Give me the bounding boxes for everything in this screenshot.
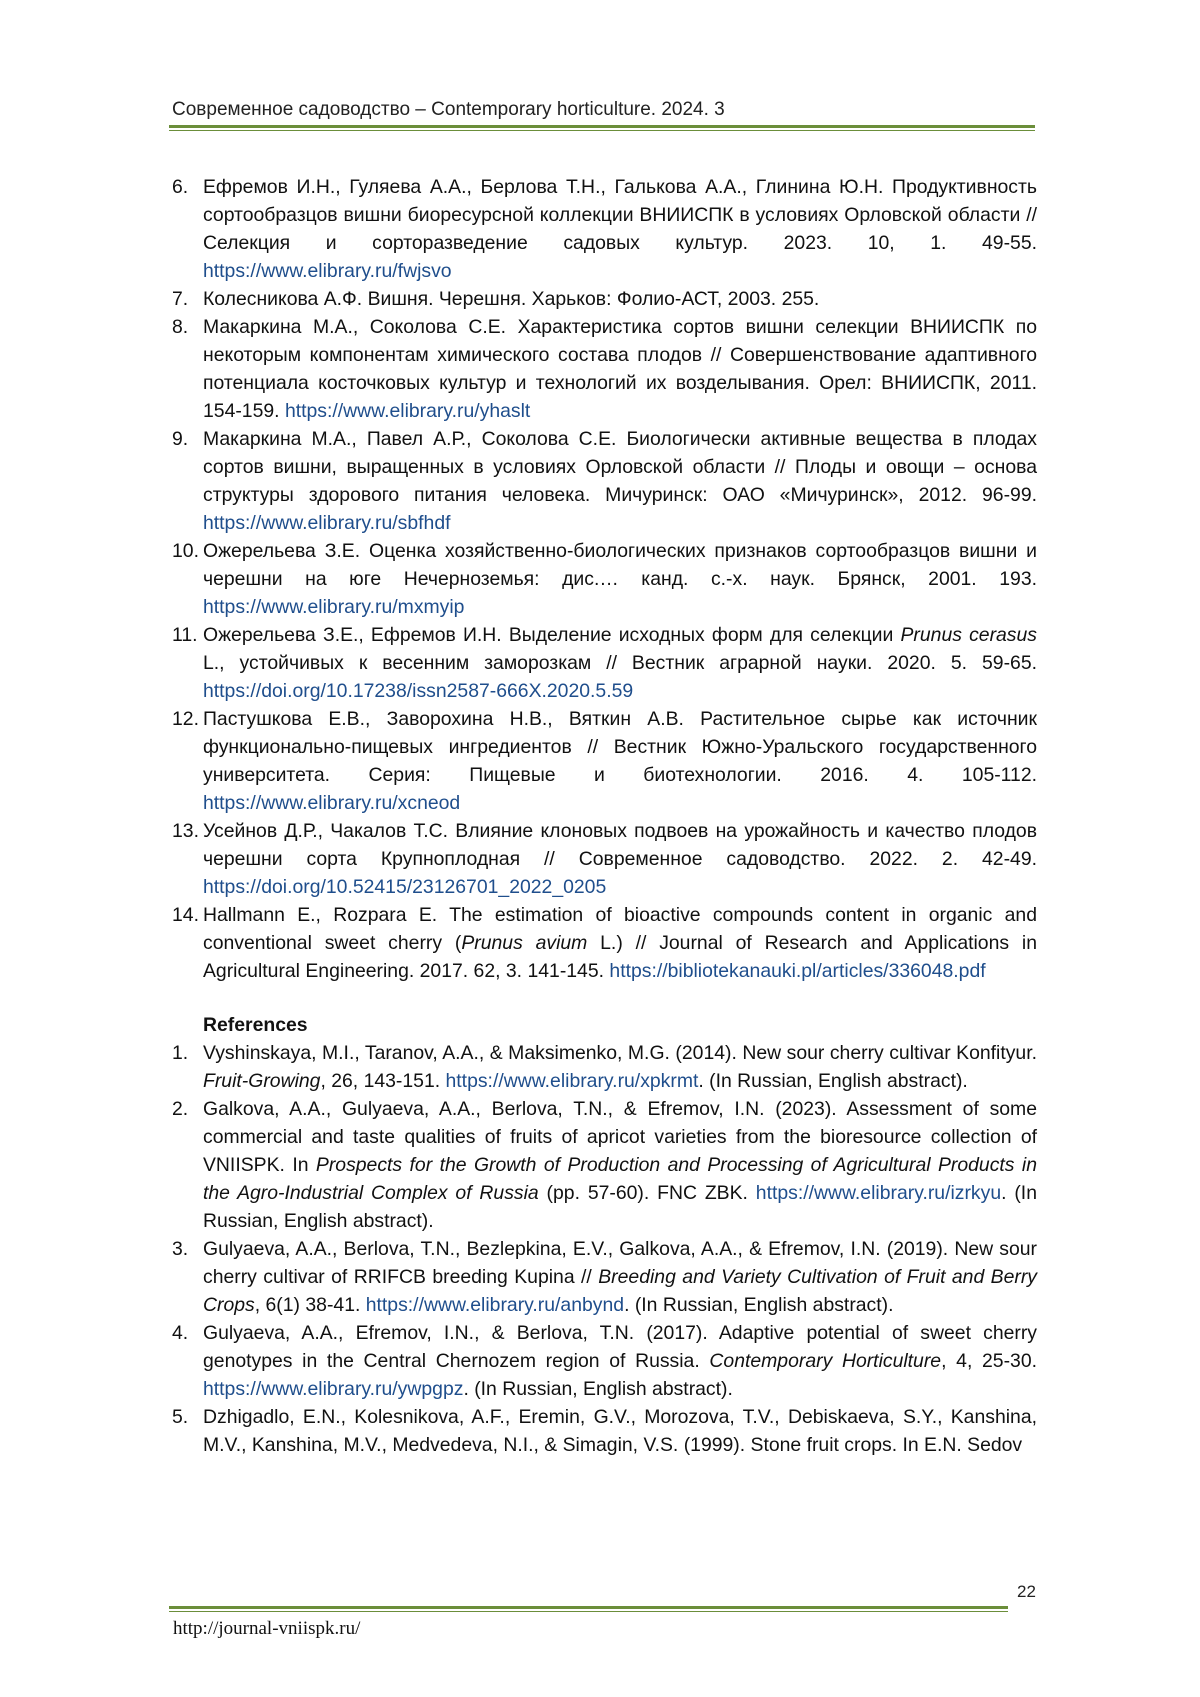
- ref-text: , 26, 143-151.: [320, 1070, 445, 1092]
- ref-number: 13.: [172, 817, 203, 901]
- header-rule: [169, 125, 1035, 128]
- ref-text: . (In Russian, English abstract).: [463, 1378, 732, 1400]
- ref-text: Пастушкова Е.В., Заворохина Н.В., Вяткин А.В. Растительное сырье как источник функционально-пищевых ингредиентов // Вестник Южно-Уральского государственного университета. Серия: Пищевые и биотехнологии. 2016. 4. 105-112.: [203, 708, 1037, 786]
- ref-en-1: [172, 1039, 1037, 1095]
- ref-link[interactable]: https://www.elibrary.ru/xpkrmt: [446, 1070, 699, 1092]
- ref-en-2: [172, 1095, 1037, 1235]
- ref-text: L., устойчивых к весенним заморозкам // Вестник аграрной науки. 2020. 5. 59-65.: [203, 652, 1037, 674]
- ref-ru-11: [172, 621, 1037, 705]
- references-list: [172, 173, 1037, 1459]
- ref-en-4: [172, 1319, 1037, 1403]
- ref-text: Hallmann E., Rozpara E. The estimation of bioactive compounds content in organic and conventional sweet cherry (: [203, 904, 1037, 954]
- ref-link[interactable]: https://www.elibrary.ru/ywpgpz: [203, 1378, 463, 1400]
- header-rule-thin: [169, 130, 1035, 131]
- footer-rule-thin: [169, 1611, 1008, 1612]
- ref-text: Макаркина М.А., Соколова С.Е. Характеристика сортов вишни селекции ВНИИСПК по некоторым компонентам химического состава плодов // Совершенствование адаптивного потенциала косточковых культур и технологий их возделывания. Орел: ВНИИСПК, 2011. 154-159.: [203, 316, 1037, 422]
- ref-number: 10.: [172, 537, 203, 621]
- references-heading: References: [172, 1011, 1037, 1039]
- ref-text: L.) // Journal of Research and Applications in Agricultural Engineering. 2017. 62, 3. 141-145.: [203, 932, 1037, 982]
- ref-text: . (In Russian, English abstract).: [698, 1070, 967, 1092]
- ref-text: Gulyaeva, A.A., Efremov, I.N., & Berlova, T.N. (2017). Adaptive potential of sweet cherry genotypes in the Central Chernozem region of Russia.: [203, 1322, 1037, 1372]
- ref-link[interactable]: https://www.elibrary.ru/anbynd: [366, 1294, 624, 1316]
- ref-en-3: [172, 1235, 1037, 1319]
- ref-text: Gulyaeva, A.A., Berlova, T.N., Bezlepkina, E.V., Galkova, A.A., & Efremov, I.N. (2019). New sour cherry cultivar of RRIFCB breeding Kupina //: [203, 1238, 1037, 1288]
- ref-text: Макаркина М.А., Павел А.Р., Соколова С.Е. Биологически активные вещества в плодах сортов вишни, выращенных в условиях Орловской области // Плоды и овощи – основа структуры здорового питания человека. Мичуринск: ОАО «Мичуринск», 2012. 96-99.: [203, 428, 1037, 506]
- ref-link[interactable]: https://www.elibrary.ru/yhaslt: [285, 400, 530, 422]
- footer-rule: [169, 1606, 1008, 1609]
- ref-text: (pp. 57-60). FNC ZBK.: [539, 1182, 756, 1204]
- ref-text: Vyshinskaya, M.I., Taranov, A.A., & Maksimenko, M.G. (2014). New sour cherry cultivar Konfityur.: [203, 1042, 1037, 1064]
- ref-ru-14: [172, 901, 1037, 985]
- ref-ru-6: [172, 173, 1037, 285]
- ref-number: 1.: [172, 1039, 203, 1095]
- ref-en-5: [172, 1403, 1037, 1459]
- ref-ru-9: [172, 425, 1037, 537]
- ref-link[interactable]: https://www.elibrary.ru/fwjsvo: [203, 260, 452, 282]
- footer-url[interactable]: http://journal-vniispk.ru/: [173, 1618, 360, 1640]
- ref-link[interactable]: https://www.elibrary.ru/sbfhdf: [203, 512, 451, 534]
- ref-number: 12.: [172, 705, 203, 817]
- ref-number: 11.: [172, 621, 203, 705]
- ref-link[interactable]: https://bibliotekanauki.pl/articles/336048.pdf: [609, 960, 985, 982]
- ref-ru-7: [172, 285, 1037, 313]
- ref-text: Dzhigadlo, E.N., Kolesnikova, A.F., Eremin, G.V., Morozova, T.V., Debiskaeva, S.Y., Kanshina, M.V., Kanshina, M.V., Medvedeva, N.I., & Simagin, V.S. (1999). Stone fruit crops. In E.N. Sedov: [203, 1403, 1037, 1459]
- ref-link[interactable]: https://www.elibrary.ru/izrkyu: [756, 1182, 1001, 1204]
- ref-text: . (In Russian, English abstract).: [624, 1294, 893, 1316]
- ref-link[interactable]: https://doi.org/10.17238/issn2587-666X.2020.5.59: [203, 680, 633, 702]
- ref-italic: Fruit-Growing: [203, 1070, 320, 1092]
- ref-number: 2.: [172, 1095, 203, 1235]
- ref-number: 6.: [172, 173, 203, 285]
- ref-number: 7.: [172, 285, 203, 313]
- ref-text: Galkova, A.A., Gulyaeva, A.A., Berlova, T.N., & Efremov, I.N. (2023). Assessment of some commercial and taste qualities of fruits of apricot varieties from the bioresource collection of VNIISPK. In: [203, 1098, 1037, 1176]
- ref-text: Ожерельева З.Е., Ефремов И.Н. Выделение исходных форм для селекции: [203, 624, 901, 646]
- ref-ru-12: [172, 705, 1037, 817]
- ref-text: Ожерельева З.Е. Оценка хозяйственно-биологических признаков сортообразцов вишни и черешни на юге Нечерноземья: дис.… канд. с.-х. наук. Брянск, 2001. 193.: [203, 540, 1037, 590]
- ref-italic: Breeding and Variety Cultivation of Fruit and Berry Crops: [203, 1266, 1037, 1316]
- ref-link[interactable]: https://www.elibrary.ru/mxmyip: [203, 596, 464, 618]
- journal-header: Современное садоводство – Contemporary horticulture. 2024. 3: [172, 99, 725, 121]
- ref-text: . (In Russian, English abstract).: [203, 1182, 1037, 1232]
- ref-text: Усейнов Д.Р., Чакалов Т.С. Влияние клоновых подвоев на урожайность и качество плодов черешни сорта Крупноплодная // Современное садоводство. 2022. 2. 42-49.: [203, 820, 1037, 870]
- ref-ru-13: [172, 817, 1037, 901]
- ref-text: , 4, 25-30.: [941, 1350, 1037, 1372]
- ref-ru-10: [172, 537, 1037, 621]
- ref-italic: Contemporary Horticulture: [709, 1350, 941, 1372]
- ref-italic: Prunus avium: [461, 932, 587, 954]
- ref-number: 8.: [172, 313, 203, 425]
- ref-number: 14.: [172, 901, 203, 985]
- ref-text: Колесникова А.Ф. Вишня. Черешня. Харьков: Фолио-АСТ, 2003. 255.: [203, 285, 1037, 313]
- ref-number: 4.: [172, 1319, 203, 1403]
- ref-italic: Prospects for the Growth of Production and Processing of Agricultural Products in the Agro-Industrial Complex of Russia: [203, 1154, 1037, 1204]
- ref-italic: Prunus cerasus: [901, 624, 1037, 646]
- ref-number: 3.: [172, 1235, 203, 1319]
- ref-text: Ефремов И.Н., Гуляева А.А., Берлова Т.Н., Галькова А.А., Глинина Ю.Н. Продуктивность сортообразцов вишни биоресурсной коллекции ВНИИСПК в условиях Орловской области // Селекция и сорторазведение садовых культур. 2023. 10, 1. 49-55.: [203, 176, 1037, 254]
- ref-link[interactable]: https://www.elibrary.ru/xcneod: [203, 792, 460, 814]
- page-number: 22: [1017, 1582, 1036, 1602]
- ref-link[interactable]: https://doi.org/10.52415/23126701_2022_0205: [203, 876, 606, 898]
- ref-number: 5.: [172, 1403, 203, 1459]
- ref-ru-8: [172, 313, 1037, 425]
- ref-number: 9.: [172, 425, 203, 537]
- ref-text: , 6(1) 38-41.: [255, 1294, 366, 1316]
